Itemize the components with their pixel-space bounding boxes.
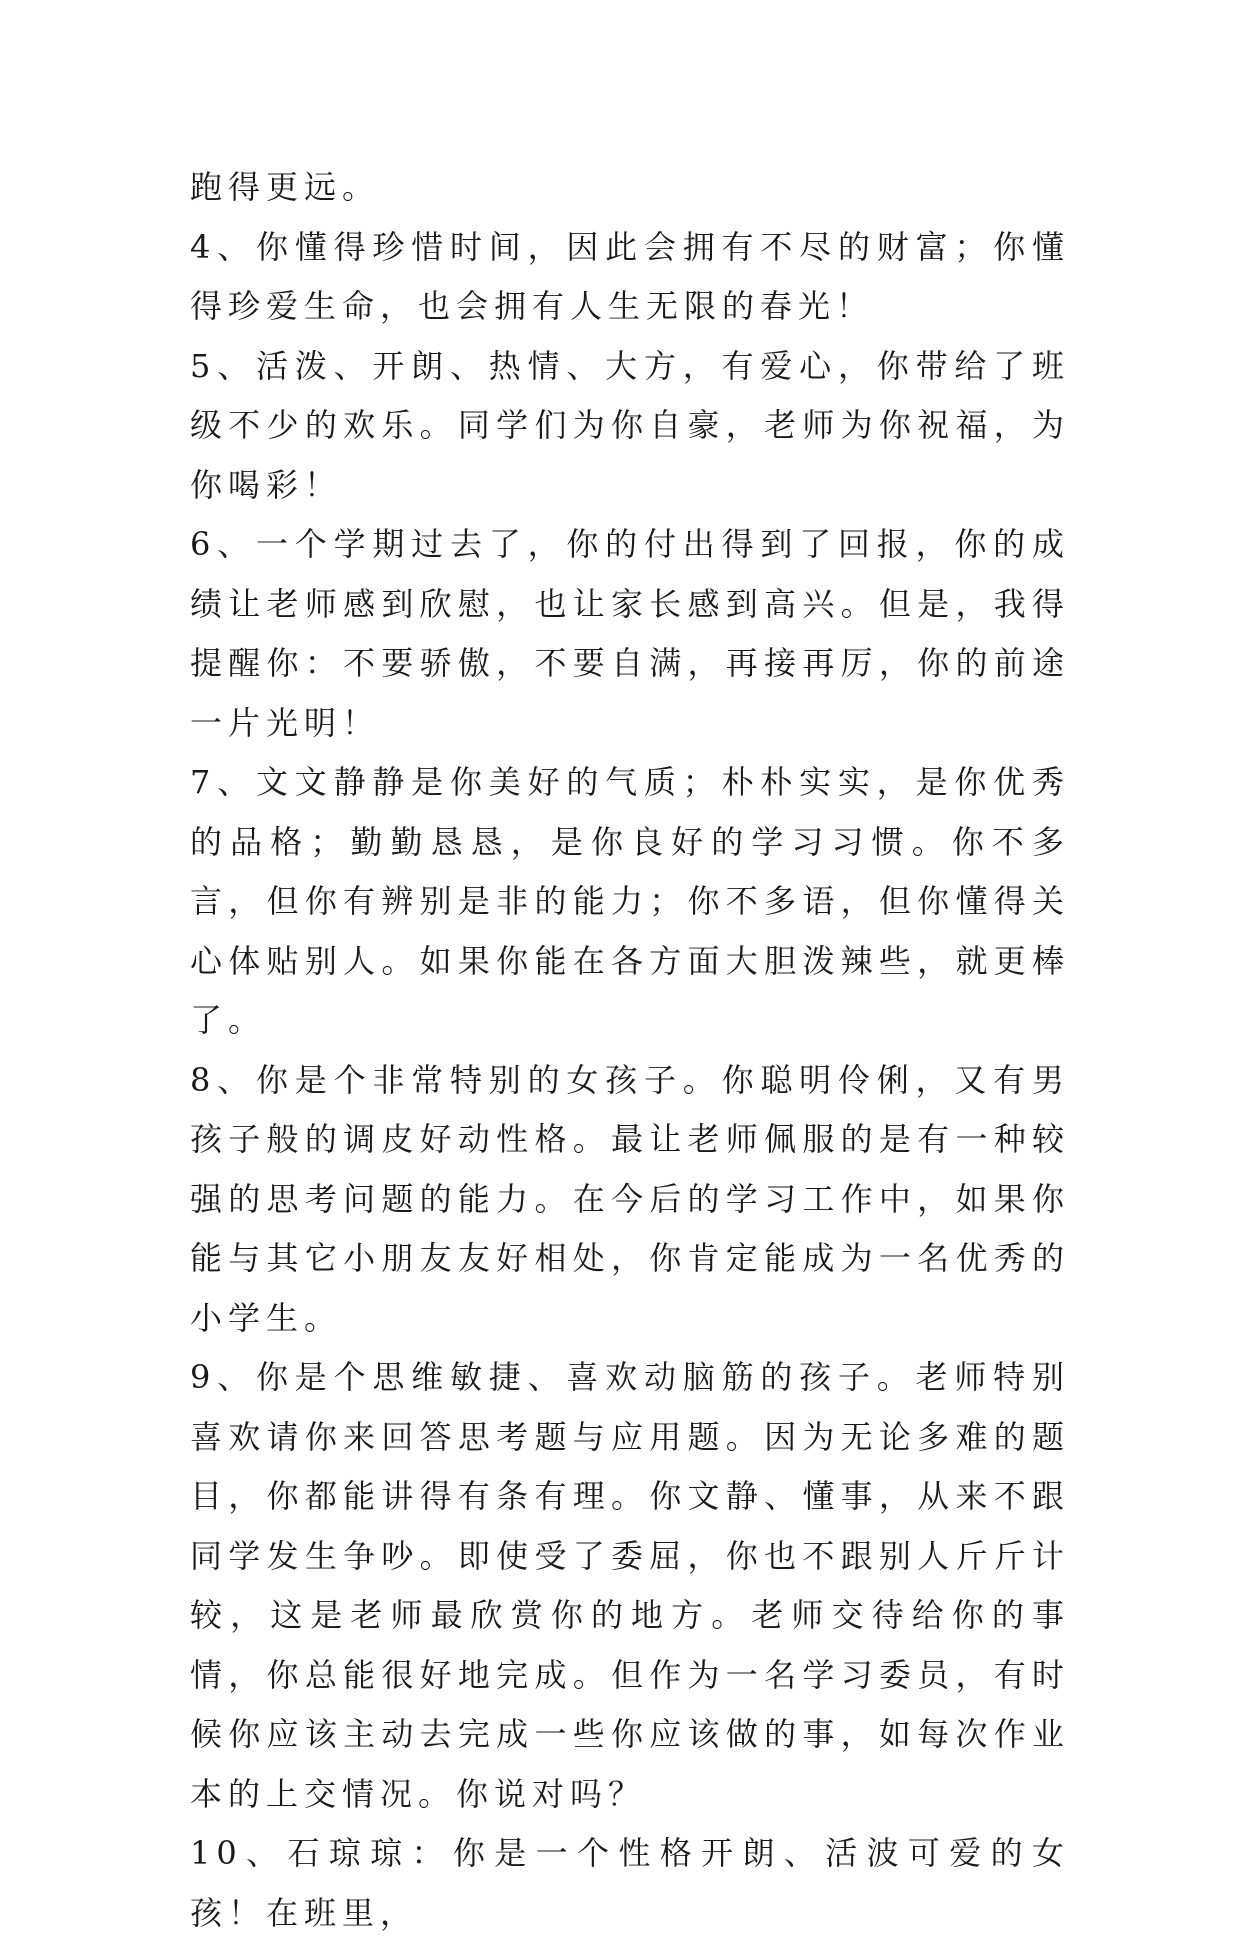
paragraph-item-6: 6、一个学期过去了，你的付出得到了回报，你的成绩让老师感到欣慰，也让家长感到高兴。但是，我得提醒你：不要骄傲，不要自满，再接再厉，你的前途一片光明！ bbox=[190, 525, 1070, 742]
paragraph-continuation: 跑得更远。 bbox=[190, 168, 381, 206]
paragraph-item-9: 9、你是个思维敏捷、喜欢动脑筋的孩子。老师特别喜欢请你来回答思考题与应用题。因为无论多难的题目，你都能讲得有条有理。你文静、懂事，从来不跟同学发生争吵。即使受了委屈，你也不跟别人斤斤计较，这是老师最欣赏你的地方。老师交待给你的事情，你总能很好地完成。但作为一名学习委员，有时候你应该主动去完成一些你应该做的事，如每次作业本的上交情况。你说对吗？ bbox=[190, 1358, 1070, 1813]
paragraph-item-4: 4、你懂得珍惜时间，因此会拥有不尽的财富；你懂得珍爱生命，也会拥有人生无限的春光！ bbox=[190, 227, 1070, 325]
paragraph-item-8: 8、你是个非常特别的女孩子。你聪明伶俐，又有男孩子般的调皮好动性格。最让老师佩服的是有一种较强的思考问题的能力。在今后的学习工作中，如果你能与其它小朋友友好相处，你肯定能成为一名优秀的小学生。 bbox=[190, 1060, 1070, 1337]
paragraph-item-10: 10、石琼琼：你是一个性格开朗、活波可爱的女孩！在班里， bbox=[190, 1834, 1070, 1932]
document-body bbox=[190, 158, 1070, 1943]
paragraph-item-7: 7、文文静静是你美好的气质；朴朴实实，是你优秀的品格；勤勤恳恳，是你良好的学习习惯。你不多言，但你有辨别是非的能力；你不多语，但你懂得关心体贴别人。如果你能在各方面大胆泼辣些，就更棒了。 bbox=[190, 763, 1070, 1039]
paragraph-item-5: 5、活泼、开朗、热情、大方，有爱心，你带给了班级不少的欢乐。同学们为你自豪，老师为你祝福，为你喝彩！ bbox=[190, 346, 1070, 504]
